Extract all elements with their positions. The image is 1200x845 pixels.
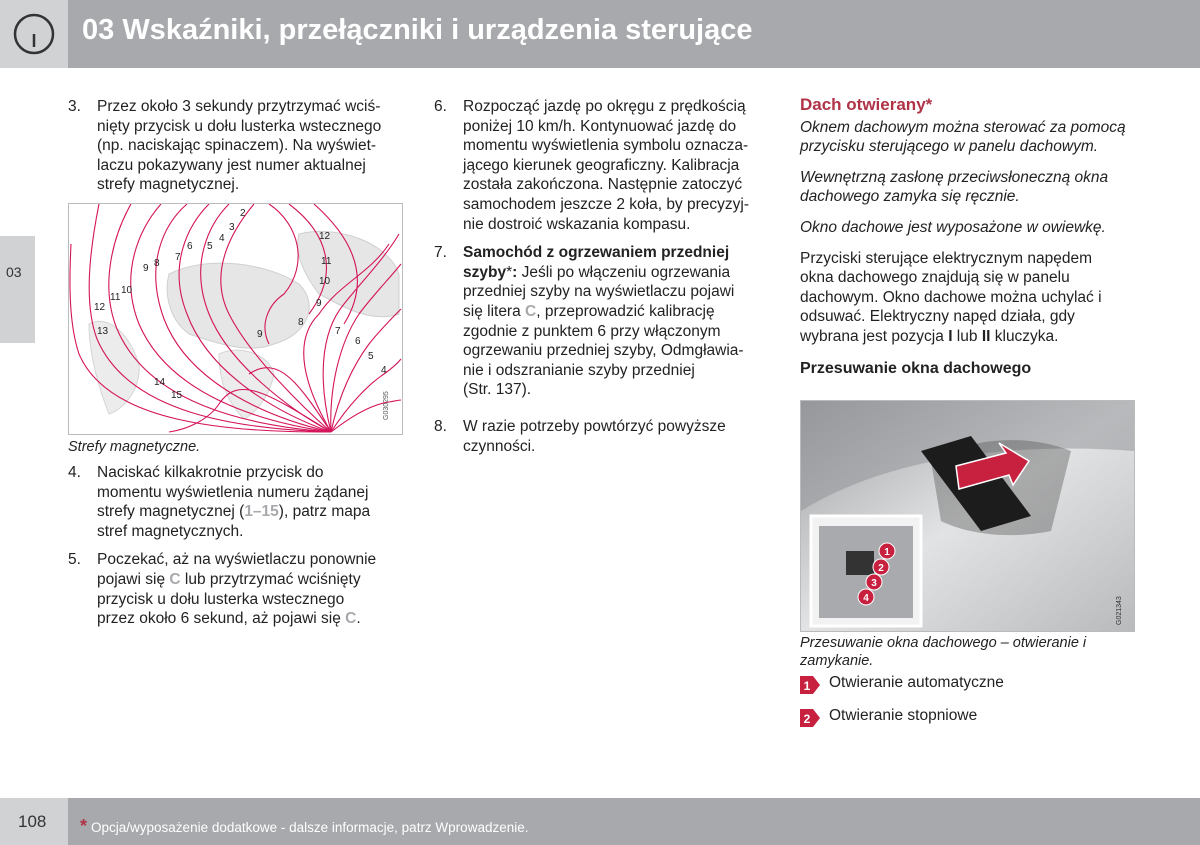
zone-label: 4 (219, 233, 225, 244)
zone-label: 2 (240, 208, 246, 219)
zone-label: 14 (154, 377, 166, 388)
step-5-line (97, 570, 408, 590)
step-number: 5. (68, 551, 81, 569)
step-5-line: Poczekać, aż na wyświetlaczu ponownie (97, 551, 377, 569)
step-3-line: (np. naciskając spinaczem). Na wyświet- (97, 137, 377, 155)
intro-paragraph: Wewnętrzną zasłonę przeciwsłoneczną okna dachowego zamyka się ręcznie. (800, 168, 1109, 206)
zone-label: 11 (321, 256, 332, 267)
figure-code: G030295 (383, 391, 390, 420)
step-8-line: czynności. (463, 437, 536, 455)
text-span: lub (952, 327, 982, 345)
step-6-line: poniżej 10 km/h. Kontynuować jazdę do (463, 117, 737, 135)
step-3-line: nięty przycisk u dołu lusterka wstecznego (97, 117, 382, 135)
legend-text: Otwieranie automatyczne (829, 674, 1004, 691)
page-number-box (0, 798, 68, 845)
badge-number: 1 (803, 679, 811, 693)
text-span: pojawi się (97, 570, 170, 588)
body-line (800, 327, 1130, 347)
display-letter: C (345, 610, 357, 628)
page-header (0, 0, 1200, 68)
zone-label: 6 (355, 336, 361, 347)
step-7-line: przedniej szyby na wyświetlaczu pojawi (463, 283, 735, 301)
caption-line: zamykanie. (800, 653, 874, 669)
zone-label: 13 (97, 326, 109, 337)
zone-label: 6 (187, 241, 193, 252)
option-star: * (80, 816, 88, 836)
text-span: ), patrz mapa (278, 503, 371, 521)
step-3-line: Przez około 3 sekundy przytrzymać wciś- (97, 98, 381, 115)
inset-step-label: 2 (878, 563, 884, 574)
inset-step-label: 4 (863, 593, 869, 604)
sunroof-photo (800, 400, 1135, 632)
zone-label: 12 (94, 302, 106, 313)
text-span: przez około 6 sekund, aż pojawi się (97, 610, 346, 628)
figure-code: G021343 (1116, 596, 1123, 625)
step-7-line: nie i odszranianie szyby przedniej (463, 361, 695, 379)
text-span: kluczyka. (990, 327, 1059, 345)
zone-label: 7 (335, 326, 341, 337)
step-4-line (97, 502, 408, 522)
step-6-line: Rozpocząć jazdę po okręgu z prędkością (463, 98, 746, 115)
text-span: strefy magnetycznej ( (97, 503, 245, 521)
zone-range: 1–15 (244, 503, 279, 521)
zone-label: 9 (257, 329, 263, 340)
section-intro (800, 118, 1130, 238)
zone-label: 12 (319, 231, 331, 242)
intro-paragraph: Oknem dachowym można sterować za pomocą przycisku sterującego w panelu dachowym. (800, 118, 1126, 156)
option-star: * (506, 263, 513, 281)
column-2 (434, 97, 774, 456)
caption-line: Przesuwanie okna dachowego – otwieranie i (800, 635, 1087, 651)
step-7 (434, 243, 774, 400)
step-4-line: Naciskać kilkakrotnie przycisk do (97, 464, 324, 481)
step-6-line: momentu wyświetlenia symbolu oznacza- (463, 137, 749, 155)
key-position: I (948, 327, 953, 345)
step-number: 8. (434, 417, 447, 435)
text-span: wybrana jest pozycja (800, 327, 949, 345)
step-3-line: strefy magnetycznej. (97, 176, 240, 194)
zone-label: 8 (154, 258, 160, 269)
header-icon-box (0, 0, 68, 68)
step-number: 4. (68, 464, 81, 481)
step-7-line (463, 263, 774, 283)
page-number: 108 (18, 812, 47, 831)
column-1-lower (68, 463, 408, 629)
intro-paragraph: Okno dachowe jest wyposażone w owiewkę. (800, 218, 1106, 236)
step-6 (434, 97, 774, 234)
step-4-line: momentu wyświetlenia numeru żądanej (97, 483, 369, 501)
chapter-tab (0, 236, 35, 343)
inset-step-label: 1 (884, 547, 890, 558)
text-span: , przeprowadzić kalibrację (536, 302, 715, 320)
page-title: 03 Wskaźniki, przełączniki i urządzenia sterujące (82, 14, 753, 46)
step-8-line: W razie potrzeby powtórzyć powyższe (463, 417, 726, 435)
step-3-line: laczu pokazywany jest numer aktualnej (97, 156, 366, 174)
gauge-icon (0, 0, 68, 68)
zone-label: 5 (207, 241, 213, 252)
footer-note (80, 816, 528, 837)
page-footer (0, 798, 1200, 845)
body-line: dachowym. Okno dachowe można uchylać i (800, 288, 1102, 306)
zone-label: 8 (298, 317, 304, 328)
step-7-line: zgodnie z punktem 6 przy włączonym (463, 322, 721, 340)
zone-label: 3 (229, 222, 235, 233)
step-5 (68, 550, 408, 628)
magnetic-zones-map (68, 203, 403, 435)
step-6-line: została zakończona. Następnie zatoczyć (463, 176, 743, 194)
zone-label: 7 (175, 252, 181, 263)
text-span: . (356, 610, 361, 628)
text-span: Jeśli po włączeniu ogrzewania (517, 263, 731, 281)
step-5-line: przycisk u dołu lusterka wstecznego (97, 590, 345, 608)
step-6-line: jącego kierunek geograficzny. Kalibracja (463, 156, 740, 174)
zone-label: 11 (110, 292, 121, 303)
legend-text: Otwieranie stopniowe (829, 707, 978, 724)
step-6-line: nie dostroić wskazania kompasu. (463, 215, 691, 233)
step-number: 3. (68, 98, 81, 115)
step-number: 7. (434, 244, 447, 262)
step-4 (68, 463, 408, 541)
zone-label: 10 (121, 285, 133, 296)
step-2-badge-icon (800, 709, 820, 727)
photo-caption (800, 634, 1130, 670)
body-line: odsuwać. Elektryczny napęd działa, gdy (800, 308, 1075, 326)
sunroof-photo-graphic (801, 401, 1134, 631)
step-1-badge-icon (800, 676, 820, 694)
step-5-line (97, 609, 408, 629)
display-letter: C (169, 570, 181, 588)
colon: : (512, 263, 518, 281)
text-span: lub przytrzymać wciśnięty (180, 570, 361, 588)
body-line: okna dachowego znajdują się w panelu (800, 269, 1070, 287)
page-reference[interactable]: (Str. 137). (463, 381, 532, 399)
subsection-title: Przesuwanie okna dachowego (800, 359, 1032, 377)
body-paragraph (800, 249, 1130, 347)
step-7-line (463, 302, 774, 322)
body-line: Przyciski sterujące elektrycznym napędem (800, 249, 1093, 267)
step-8 (434, 417, 774, 456)
section-title: Dach otwierany* (800, 95, 933, 114)
step-4-line: stref magnetycznych. (97, 522, 244, 540)
display-letter: C (525, 302, 537, 320)
step-7-heading-end: szyby (463, 263, 507, 281)
step-6-line: samochodem jeszcze 2 koła, by precyzyj- (463, 195, 750, 213)
zone-label: 5 (368, 351, 374, 362)
column-1 (68, 97, 408, 195)
step-7-heading: Samochód z ogrzewaniem przedniej (463, 244, 730, 262)
badge-number: 2 (803, 712, 811, 726)
step-7-line: ogrzewaniu przedniej szyby, Odmgławia- (463, 342, 744, 360)
map-caption: Strefy magnetyczne. (68, 439, 201, 455)
text-span: się litera (463, 302, 526, 320)
zone-label: 9 (143, 263, 149, 274)
zone-label: 15 (171, 390, 183, 401)
chapter-tab-label: 03 (6, 264, 22, 280)
zone-label: 4 (381, 365, 387, 376)
zone-label: 10 (319, 276, 331, 287)
footer-note-text: Opcja/wyposażenie dodatkowe - dalsze informacje, patrz Wprowadzenie. (91, 820, 529, 835)
zone-label: 9 (316, 298, 322, 309)
inset-step-label: 3 (871, 578, 877, 589)
step-number: 6. (434, 98, 447, 115)
column-3 (800, 95, 1130, 378)
key-position: II (981, 327, 991, 345)
magnetic-zones-map-graphic (69, 204, 402, 434)
step-3 (68, 97, 408, 195)
